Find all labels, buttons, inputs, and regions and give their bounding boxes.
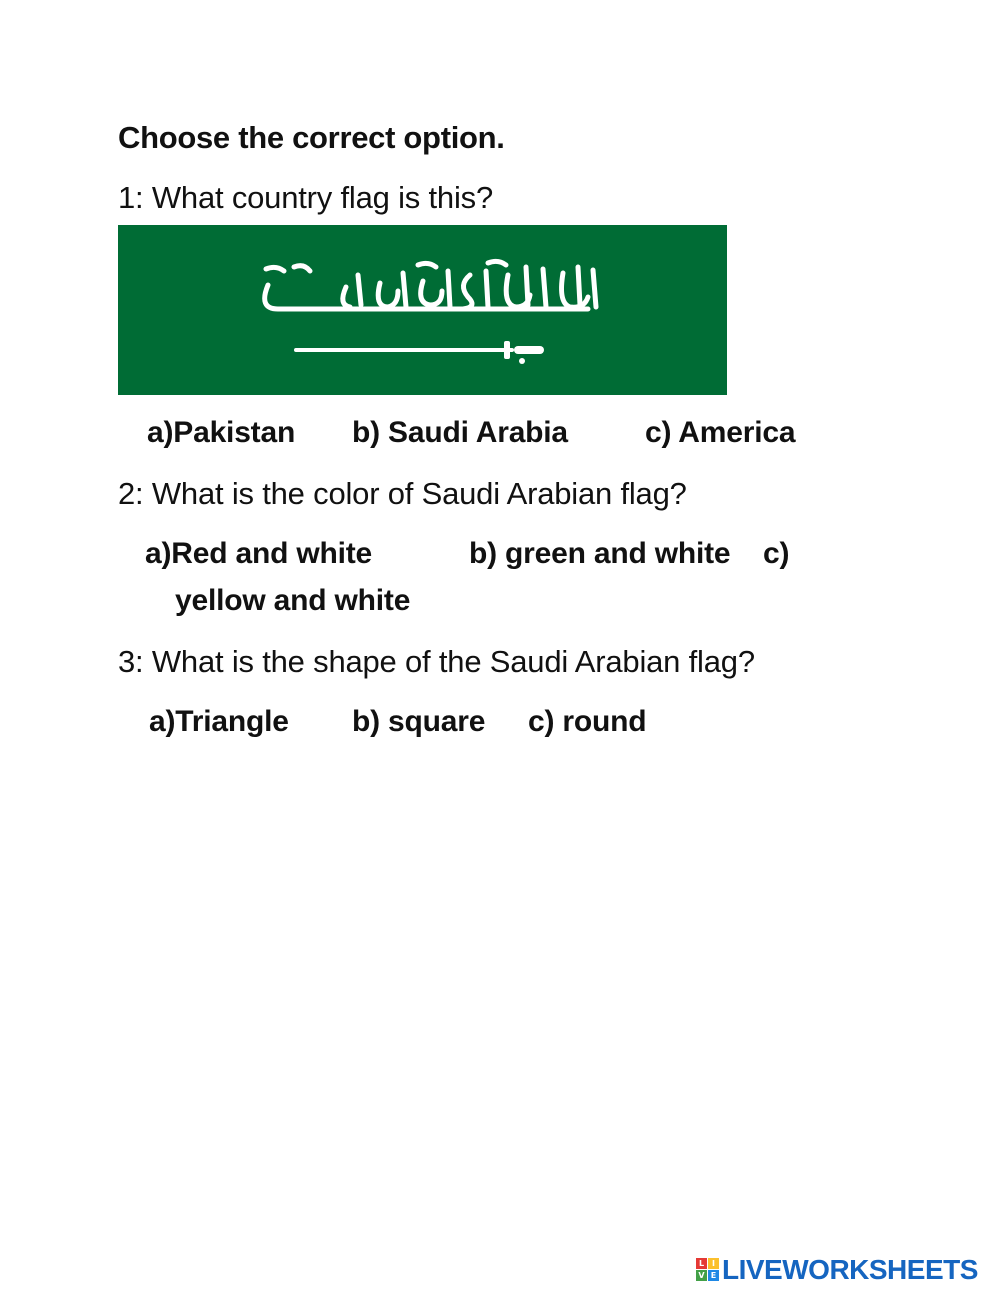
question-2: 2: What is the color of Saudi Arabian flag?: [118, 476, 687, 511]
q1-option-b[interactable]: b) Saudi Arabia: [352, 416, 568, 449]
brand-name: LIVEWORKSHEETS: [722, 1254, 978, 1285]
q3-option-a[interactable]: a)Triangle: [149, 705, 289, 738]
q2-option-c-label[interactable]: c): [763, 537, 790, 570]
q2-option-a[interactable]: a)Red and white: [145, 537, 373, 570]
flag-emblem: [118, 225, 727, 395]
saudi-flag-image: [118, 225, 727, 395]
instruction-heading: Choose the correct option.: [118, 120, 505, 155]
logo-letter-e: E: [708, 1270, 719, 1281]
question-3: 3: What is the shape of the Saudi Arabian flag?: [118, 644, 755, 679]
q2-option-c-text[interactable]: yellow and white: [175, 584, 411, 617]
q3-option-b[interactable]: b) square: [352, 705, 486, 738]
logo-letter-l: L: [696, 1258, 707, 1269]
q1-option-c[interactable]: c) America: [645, 416, 796, 449]
logo-letter-i: I: [708, 1258, 719, 1269]
liveworksheets-logo[interactable]: [696, 1255, 978, 1285]
question-1: 1: What country flag is this?: [118, 180, 493, 215]
liveworksheets-icon: [696, 1258, 720, 1282]
logo-letter-v: V: [696, 1270, 707, 1281]
q2-option-b[interactable]: b) green and white: [469, 537, 731, 570]
q3-option-c[interactable]: c) round: [528, 705, 647, 738]
q1-option-a[interactable]: a)Pakistan: [147, 416, 296, 449]
